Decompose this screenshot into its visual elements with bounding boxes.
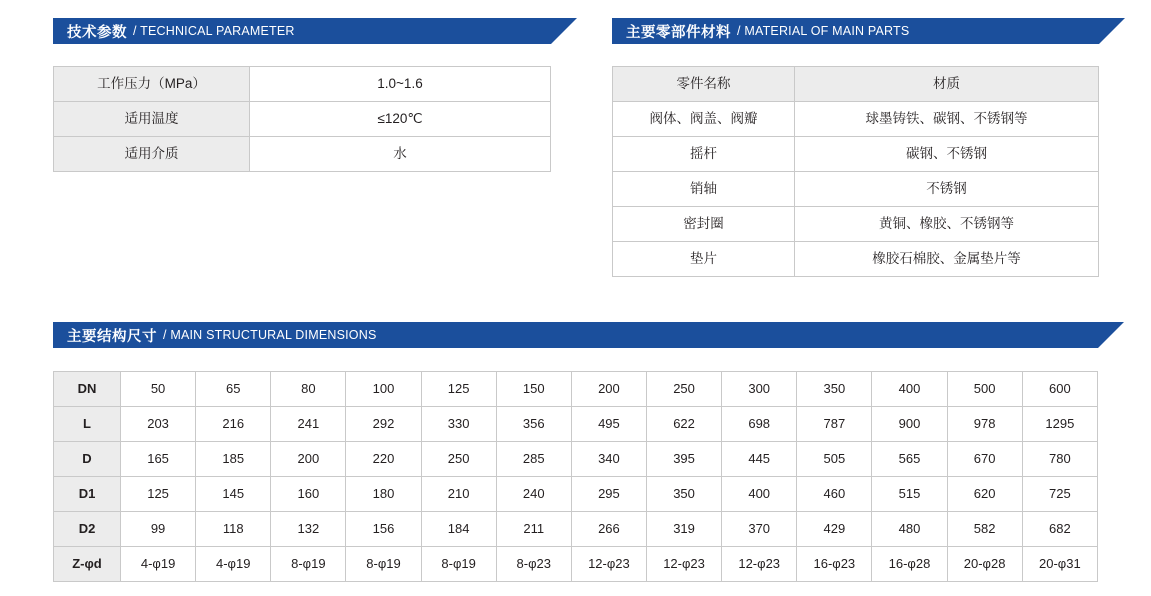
- dimension-row-label: D1: [54, 477, 121, 512]
- material-col-header-material: 材质: [795, 67, 1099, 102]
- material-part-name: 销轴: [613, 172, 795, 207]
- dimension-cell: 445: [722, 442, 797, 477]
- table-row: [613, 242, 1099, 277]
- technical-row-label: 适用介质: [54, 137, 250, 172]
- dimension-cell: 480: [872, 512, 947, 547]
- dimension-cell: 250: [421, 442, 496, 477]
- dimension-cell: 220: [346, 442, 421, 477]
- technical-row-label: 工作压力（MPa）: [54, 67, 250, 102]
- material-parts-header: [612, 18, 1099, 44]
- dimension-cell: 400: [722, 477, 797, 512]
- dimension-cell: 210: [421, 477, 496, 512]
- dimension-row-label: DN: [54, 372, 121, 407]
- dimension-cell: 500: [947, 372, 1022, 407]
- technical-row-value: ≤120℃: [250, 102, 551, 137]
- dimension-cell: 505: [797, 442, 872, 477]
- technical-parameter-title-en: / TECHNICAL PARAMETER: [133, 24, 295, 38]
- dimension-cell: 670: [947, 442, 1022, 477]
- technical-parameter-title-cn: 技术参数: [67, 24, 127, 41]
- dimension-cell: 125: [121, 477, 196, 512]
- technical-parameter-table: [53, 66, 551, 172]
- material-part-material: 橡胶石棉胶、金属垫片等: [795, 242, 1099, 277]
- technical-parameter-banner: [53, 18, 551, 44]
- structural-dimensions-header: [53, 322, 1098, 348]
- dimension-cell: 8-φ23: [496, 547, 571, 582]
- dimension-cell: 780: [1022, 442, 1097, 477]
- dimension-cell: 65: [196, 372, 271, 407]
- dimension-cell: 240: [496, 477, 571, 512]
- dimension-cell: 184: [421, 512, 496, 547]
- material-part-name: 摇杆: [613, 137, 795, 172]
- dimension-cell: 200: [271, 442, 346, 477]
- material-col-header-part: 零件名称: [613, 67, 795, 102]
- structural-dimensions-table-wrap: [53, 371, 1098, 582]
- material-part-material: 碳钢、不锈钢: [795, 137, 1099, 172]
- dimension-cell: 99: [121, 512, 196, 547]
- dimension-cell: 16-φ23: [797, 547, 872, 582]
- dimension-cell: 622: [646, 407, 721, 442]
- dimension-cell: 330: [421, 407, 496, 442]
- table-row: [54, 547, 1098, 582]
- dimension-cell: 241: [271, 407, 346, 442]
- material-part-material: 黄铜、橡胶、不锈钢等: [795, 207, 1099, 242]
- dimension-row-label: Z-φd: [54, 547, 121, 582]
- dimension-cell: 8-φ19: [421, 547, 496, 582]
- table-row: [54, 102, 551, 137]
- dimension-cell: 185: [196, 442, 271, 477]
- dimension-cell: 20-φ31: [1022, 547, 1097, 582]
- table-row: [54, 407, 1098, 442]
- material-part-name: 垫片: [613, 242, 795, 277]
- structural-dimensions-banner: [53, 322, 1098, 348]
- table-row: [54, 477, 1098, 512]
- material-part-name: 密封圈: [613, 207, 795, 242]
- material-part-material: 球墨铸铁、碳钢、不锈钢等: [795, 102, 1099, 137]
- material-parts-table-wrap: [612, 66, 1099, 277]
- dimension-cell: 216: [196, 407, 271, 442]
- table-row: [54, 67, 551, 102]
- dimension-cell: 1295: [1022, 407, 1097, 442]
- banner-tail-shape: [1098, 322, 1124, 348]
- dimension-cell: 400: [872, 372, 947, 407]
- dimension-cell: 429: [797, 512, 872, 547]
- technical-parameter-table-wrap: [53, 66, 551, 172]
- dimension-cell: 12-φ23: [646, 547, 721, 582]
- dimension-cell: 4-φ19: [121, 547, 196, 582]
- dimension-cell: 565: [872, 442, 947, 477]
- dimension-cell: 203: [121, 407, 196, 442]
- table-row: [613, 137, 1099, 172]
- dimension-cell: 725: [1022, 477, 1097, 512]
- table-row: [613, 172, 1099, 207]
- banner-tail-shape: [551, 18, 577, 44]
- structural-dimensions-title-en: / MAIN STRUCTURAL DIMENSIONS: [163, 328, 377, 342]
- dimension-cell: 319: [646, 512, 721, 547]
- table-row: [54, 137, 551, 172]
- table-row: [613, 102, 1099, 137]
- dimension-cell: 8-φ19: [346, 547, 421, 582]
- table-row: [54, 512, 1098, 547]
- technical-row-value: 水: [250, 137, 551, 172]
- dimension-cell: 250: [646, 372, 721, 407]
- dimension-cell: 165: [121, 442, 196, 477]
- dimension-cell: 370: [722, 512, 797, 547]
- dimension-cell: 300: [722, 372, 797, 407]
- material-part-name: 阀体、阀盖、阀瓣: [613, 102, 795, 137]
- table-row: [613, 207, 1099, 242]
- dimension-cell: 12-φ23: [722, 547, 797, 582]
- table-row: [54, 372, 1098, 407]
- dimension-cell: 150: [496, 372, 571, 407]
- dimension-cell: 132: [271, 512, 346, 547]
- dimension-cell: 8-φ19: [271, 547, 346, 582]
- dimension-cell: 100: [346, 372, 421, 407]
- dimension-cell: 350: [646, 477, 721, 512]
- dimension-cell: 356: [496, 407, 571, 442]
- structural-dimensions-section: [53, 322, 1098, 582]
- dimension-cell: 350: [797, 372, 872, 407]
- technical-parameter-section: [53, 18, 551, 172]
- dimension-cell: 292: [346, 407, 421, 442]
- dimension-cell: 978: [947, 407, 1022, 442]
- dimension-cell: 600: [1022, 372, 1097, 407]
- dimension-cell: 180: [346, 477, 421, 512]
- table-row: [54, 442, 1098, 477]
- technical-parameter-header: [53, 18, 551, 44]
- dimension-cell: 125: [421, 372, 496, 407]
- dimension-cell: 160: [271, 477, 346, 512]
- table-header-row: [613, 67, 1099, 102]
- structural-dimensions-title-cn: 主要结构尺寸: [67, 328, 157, 345]
- dimension-cell: 900: [872, 407, 947, 442]
- dimension-cell: 211: [496, 512, 571, 547]
- dimension-cell: 787: [797, 407, 872, 442]
- banner-tail-shape: [1099, 18, 1125, 44]
- dimension-cell: 582: [947, 512, 1022, 547]
- material-parts-banner: [612, 18, 1099, 44]
- dimension-cell: 156: [346, 512, 421, 547]
- dimension-cell: 395: [646, 442, 721, 477]
- dimension-cell: 16-φ28: [872, 547, 947, 582]
- dimension-row-label: L: [54, 407, 121, 442]
- material-part-material: 不锈钢: [795, 172, 1099, 207]
- material-parts-table: [612, 66, 1099, 277]
- dimension-cell: 515: [872, 477, 947, 512]
- dimension-cell: 620: [947, 477, 1022, 512]
- dimension-row-label: D: [54, 442, 121, 477]
- structural-dimensions-table: [53, 371, 1098, 582]
- dimension-cell: 80: [271, 372, 346, 407]
- technical-row-label: 适用温度: [54, 102, 250, 137]
- dimension-cell: 12-φ23: [571, 547, 646, 582]
- material-parts-title-en: / MATERIAL OF MAIN PARTS: [737, 24, 910, 38]
- dimension-cell: 50: [121, 372, 196, 407]
- dimension-cell: 698: [722, 407, 797, 442]
- dimension-cell: 460: [797, 477, 872, 512]
- dimension-cell: 266: [571, 512, 646, 547]
- dimension-cell: 118: [196, 512, 271, 547]
- dimension-cell: 495: [571, 407, 646, 442]
- dimension-row-label: D2: [54, 512, 121, 547]
- dimension-cell: 200: [571, 372, 646, 407]
- dimension-cell: 295: [571, 477, 646, 512]
- dimension-cell: 20-φ28: [947, 547, 1022, 582]
- dimension-cell: 285: [496, 442, 571, 477]
- dimension-cell: 340: [571, 442, 646, 477]
- material-parts-title-cn: 主要零部件材料: [626, 24, 731, 41]
- dimension-cell: 682: [1022, 512, 1097, 547]
- technical-row-value: 1.0~1.6: [250, 67, 551, 102]
- material-parts-section: [612, 18, 1099, 277]
- dimension-cell: 145: [196, 477, 271, 512]
- dimension-cell: 4-φ19: [196, 547, 271, 582]
